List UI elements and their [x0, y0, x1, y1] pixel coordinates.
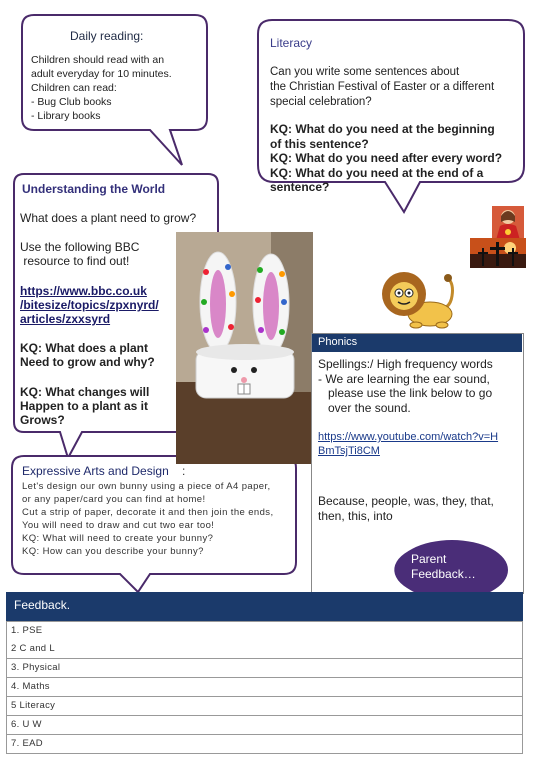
- ead-line: or any paper/card you can find at home!: [22, 494, 206, 505]
- link-line[interactable]: BmTsjTi8CM: [318, 445, 380, 457]
- ead-line: KQ: How can you describe your bunny?: [22, 546, 204, 557]
- ead-line: Cut a strip of paper, decorate it and then join the ends,: [22, 507, 274, 518]
- expressive-arts-title: Expressive Arts and Design: [22, 464, 169, 478]
- expressive-arts-title-colon: :: [182, 464, 186, 478]
- feedback-row-pse[interactable]: [6, 621, 523, 641]
- phonics-line: - We are learning the ear sound,: [318, 371, 490, 386]
- feedback-row-label: 6. U W: [11, 719, 42, 730]
- kq-line: Grows?: [20, 413, 65, 427]
- feedback-row-literacy[interactable]: [6, 697, 523, 716]
- link-line[interactable]: https://www.bbc.co.uk: [20, 284, 147, 298]
- literacy-line: the Christian Festival of Easter or a different: [270, 81, 495, 93]
- literacy-kq-line: KQ: What do you need at the end of a: [270, 165, 484, 180]
- literacy-title: Literacy: [270, 36, 313, 50]
- understanding-world-question: What does a plant need to grow?: [20, 211, 197, 225]
- daily-reading-line: - Bug Club books: [31, 96, 112, 108]
- daily-reading-line: Children can read:: [31, 82, 117, 94]
- feedback-row-label: 2 C and L: [11, 643, 55, 654]
- instruction-line: Use the following BBC: [20, 240, 140, 254]
- feedback-row-ead[interactable]: [6, 735, 523, 754]
- literacy-kq-line: sentence?: [270, 180, 330, 194]
- phonics-line: Spellings:/ High frequency words: [318, 357, 493, 371]
- daily-reading-line: Children should read with an: [31, 54, 165, 66]
- feedback-row-label: 3. Physical: [11, 662, 61, 673]
- feedback-row-label: 7. EAD: [11, 738, 43, 749]
- instruction-line: resource to find out!: [20, 254, 130, 268]
- literacy-kq-line: of this sentence?: [270, 136, 369, 151]
- link-line[interactable]: articles/zxxsyrd: [20, 312, 111, 326]
- daily-reading-line: adult everyday for 10 minutes.: [31, 68, 172, 80]
- parent-feedback-line[interactable]: Parent: [411, 552, 447, 566]
- daily-reading-line: - Library books: [31, 110, 101, 122]
- kq-line: KQ: What changes will: [20, 385, 150, 399]
- feedback-title: Feedback.: [14, 598, 71, 612]
- ead-line: Let's design our own bunny using a piece of A4 paper,: [22, 481, 271, 492]
- feedback-row-cl[interactable]: [6, 640, 523, 659]
- feedback-row-label: 4. Maths: [11, 681, 50, 692]
- link-line[interactable]: /bitesize/topics/zpxnyrd/: [20, 298, 159, 312]
- kq-line: Happen to a plant as it: [20, 399, 149, 413]
- feedback-row-physical[interactable]: [6, 659, 523, 678]
- words-line: Because, people, was, they, that,: [318, 494, 494, 508]
- literacy-kq-line: KQ: What do you need at the beginning: [270, 122, 495, 136]
- ead-line: KQ: What will need to create your bunny?: [22, 533, 214, 544]
- parent-feedback-label[interactable]: [411, 552, 476, 581]
- literacy-line: Can you write some sentences about: [270, 66, 460, 78]
- phonics-line: please use the link below to go: [318, 386, 493, 400]
- parent-feedback-line[interactable]: Feedback…: [411, 566, 476, 581]
- phonics-line: over the sound.: [318, 400, 411, 415]
- words-line: then, this, into: [318, 508, 393, 523]
- feedback-row-maths[interactable]: [6, 678, 523, 697]
- literacy-kq-line: KQ: What do you need after every word?: [270, 151, 503, 165]
- daily-reading-title: Daily reading:: [70, 29, 144, 43]
- phonics-title: Phonics: [318, 336, 358, 348]
- feedback-header: [6, 592, 523, 621]
- ead-line: You will need to draw and cut two ear too!: [22, 520, 215, 531]
- feedback-row-uw[interactable]: [6, 716, 523, 735]
- literacy-line: special celebration?: [270, 96, 372, 108]
- kq-line: KQ: What does a plant: [20, 341, 149, 355]
- feedback-row-label: 5 Literacy: [11, 700, 56, 711]
- link-line[interactable]: https://www.youtube.com/watch?v=H: [318, 431, 499, 443]
- feedback-row-label: 1. PSE: [11, 625, 43, 636]
- kq-line: Need to grow and why?: [20, 355, 155, 369]
- understanding-world-title: Understanding the World: [22, 182, 166, 196]
